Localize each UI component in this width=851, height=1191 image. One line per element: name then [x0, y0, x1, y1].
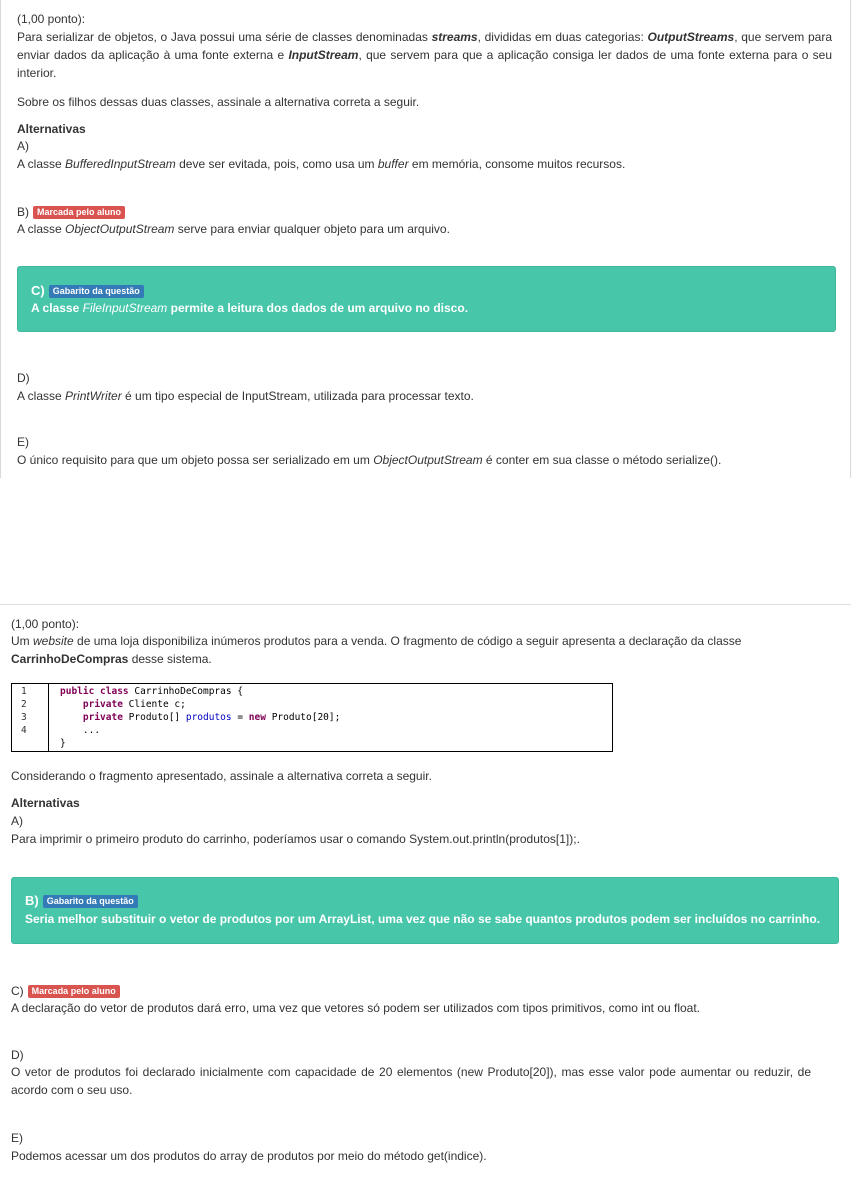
code-line: }	[60, 738, 66, 749]
alternative-letter: C) Gabarito da questão	[31, 282, 144, 300]
alternative-text: Podemos acessar um dos produtos do array de produtos por meio do método get(indice).	[11, 1149, 487, 1163]
alternative-letter: B) Gabarito da questão	[25, 892, 138, 910]
line-number: 1	[21, 686, 27, 697]
question-instruction: Considerando o fragmento apresentado, assinale a alternativa correta a seguir.	[11, 769, 432, 783]
alternative-letter: B) Marcada pelo aluno	[17, 203, 125, 221]
question-1	[0, 0, 851, 478]
line-number: 3	[21, 712, 27, 723]
alternative-text: A declaração do vetor de produtos dará erro, uma vez que vetores só podem ser utilizados com tipos primitivos, como int ou float.	[11, 1001, 701, 1015]
line-number: 2	[21, 699, 27, 710]
alternatives-heading: Alternativas	[17, 122, 86, 136]
alternative-text: A classe ObjectOutputStream serve para enviar qualquer objeto para um arquivo.	[17, 222, 450, 236]
alternative-text: O vetor de produtos foi declarado inicialmente com capacidade de 20 elementos (new Produto[20]), mas esse valor pode aumentar ou reduzir, de acordo com o seu uso.	[11, 1065, 811, 1097]
question-2	[0, 604, 851, 1191]
alternative-text: O único requisito para que um objeto possa ser serializado em um ObjectOutputStream é conter em sua classe o método serialize().	[17, 453, 722, 467]
question-points: (1,00 ponto):	[11, 617, 80, 631]
student-marked-badge: Marcada pelo aluno	[33, 206, 125, 219]
code-line: private Produto[] produtos = new Produto[20];	[82, 712, 341, 723]
alternative-letter: A)	[11, 814, 23, 828]
code-snippet	[11, 683, 613, 752]
alternative-text: A classe BufferedInputStream deve ser evitada, pois, como usa um buffer em memória, consome muitos recursos.	[17, 157, 626, 171]
alternative-text: Seria melhor substituir o vetor de produtos por um ArrayList, uma vez que não se sabe quantos produtos podem ser incluídos no carrinho.	[25, 912, 821, 926]
alternative-letter: D)	[11, 1048, 24, 1062]
question-stem: Para serializar de objetos, o Java possui uma série de classes denominadas streams, divididas em duas categorias: OutputStreams, que servem para enviar dados da aplicação à uma fonte externa e InputStream, que servem para que a aplicação consiga ler dados de uma fonte externa para o seu interior.	[17, 30, 833, 80]
correct-alternative-b	[11, 877, 839, 944]
answer-key-badge: Gabarito da questão	[49, 285, 144, 298]
answer-key-badge: Gabarito da questão	[43, 895, 138, 908]
line-number-gutter	[12, 684, 49, 751]
alternative-text: A classe PrintWriter é um tipo especial de InputStream, utilizada para processar texto.	[17, 389, 474, 403]
alternatives-heading: Alternativas	[11, 796, 80, 810]
student-marked-badge: Marcada pelo aluno	[28, 985, 120, 998]
alternative-letter: C) Marcada pelo aluno	[11, 982, 120, 1000]
question-instruction: Sobre os filhos dessas duas classes, assinale a alternativa correta a seguir.	[17, 95, 420, 109]
alternative-letter: D)	[17, 371, 30, 385]
code-line: private Cliente c;	[82, 699, 186, 710]
line-number: 4	[21, 725, 27, 736]
alternative-text: A classe FileInputStream permite a leitura dos dados de um arquivo no disco.	[31, 301, 469, 315]
alternative-letter: E)	[17, 435, 29, 449]
correct-alternative-c	[17, 266, 836, 332]
code-line: public class CarrinhoDeCompras {	[60, 686, 244, 697]
question-points: (1,00 ponto):	[17, 12, 86, 26]
alternative-letter: E)	[11, 1131, 23, 1145]
alternative-letter: A)	[17, 139, 29, 153]
left-border	[0, 0, 1, 478]
question-stem: Um website de uma loja disponibiliza inúmeros produtos para a venda. O fragmento de código a seguir apresenta a declaração da classe CarrinhoDeCompras desse sistema.	[11, 634, 742, 666]
alternative-text: Para imprimir o primeiro produto do carrinho, poderíamos usar o comando System.out.println(produtos[1]);.	[11, 832, 580, 846]
code-line: ...	[82, 725, 101, 736]
